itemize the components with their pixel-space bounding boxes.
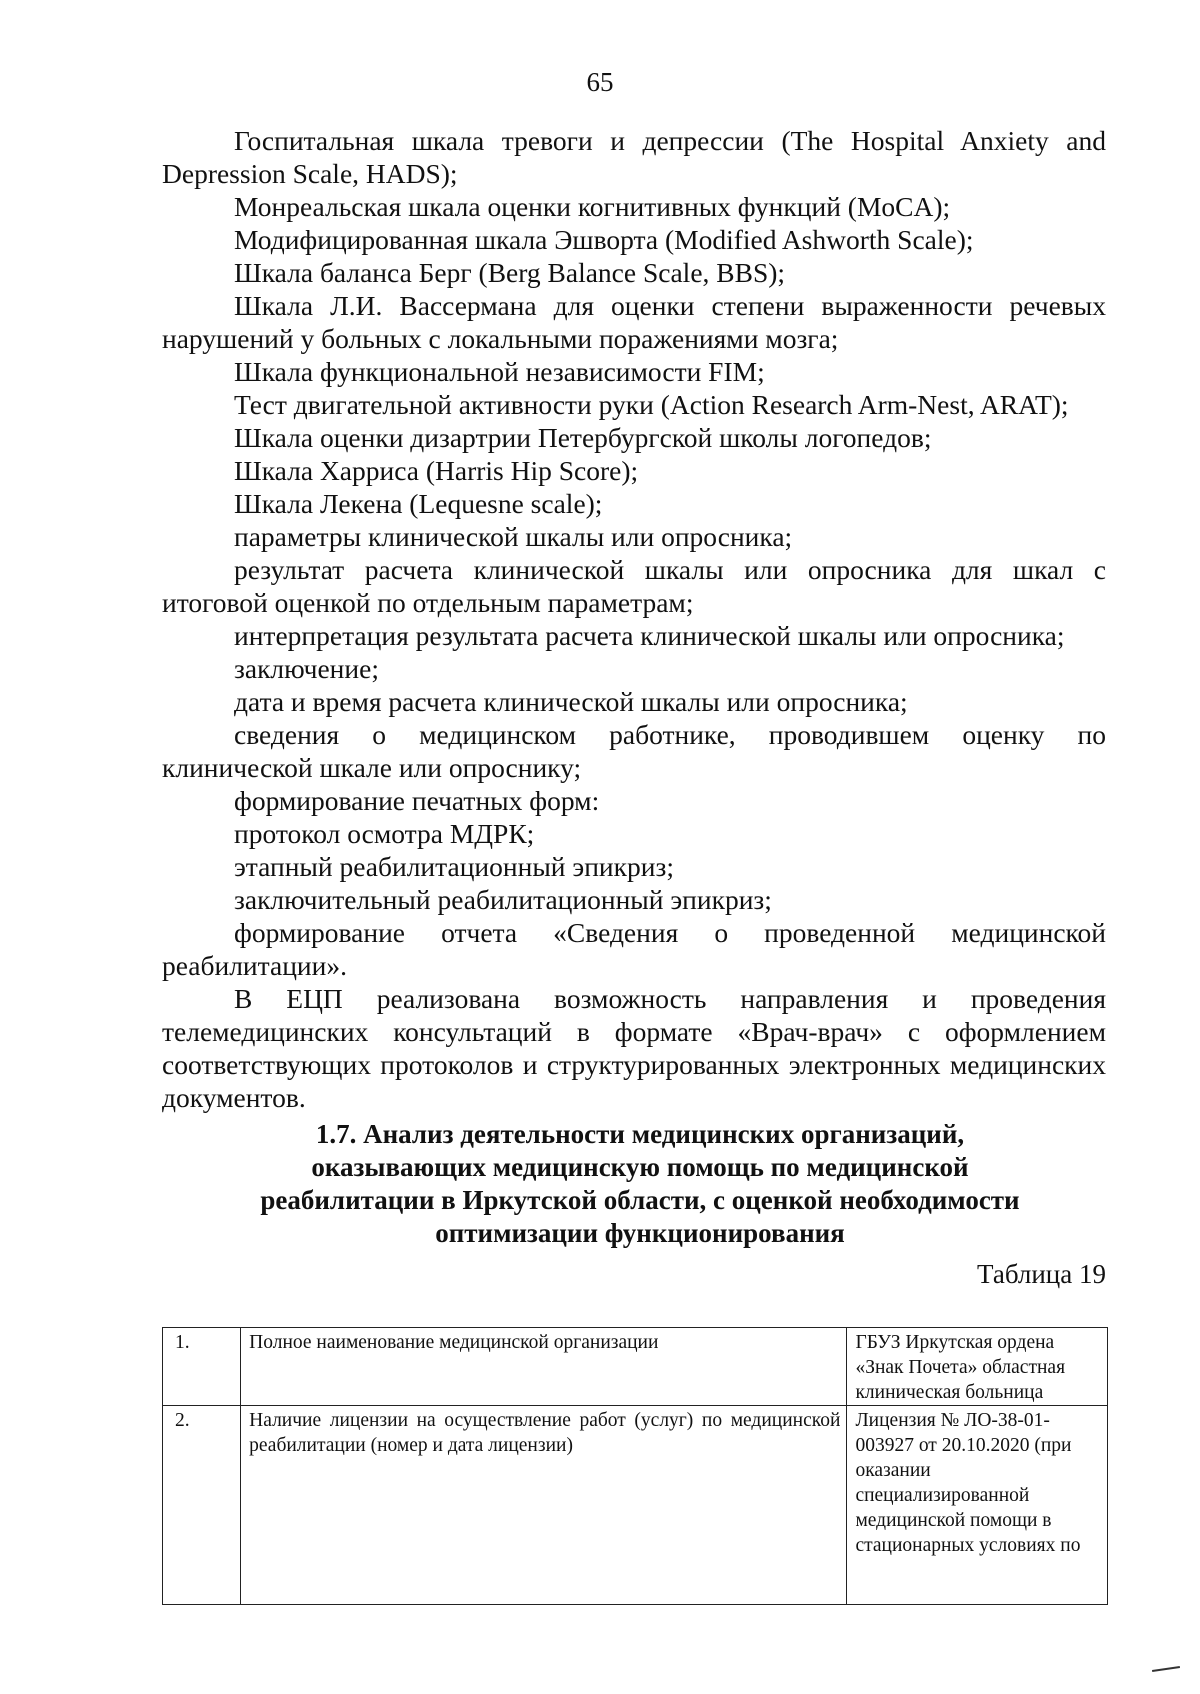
paragraph: заключение; (234, 653, 379, 684)
body-text (162, 124, 1106, 1114)
scan-edge-mark (1152, 1666, 1180, 1672)
paragraph: параметры клинической шкалы или опросника; (234, 521, 793, 552)
paragraph: Шкала Л.И. Вассермана для оценки степени выраженности речевых нарушений у больных с локальными поражениями мозга; (162, 290, 1106, 354)
paragraph: формирование печатных форм: (234, 785, 600, 816)
section-heading-line: реабилитации в Иркутской области, с оценкой необходимости (260, 1185, 1020, 1215)
paragraph: Тест двигательной активности руки (Action Research Arm-Nest, ARAT); (234, 389, 1069, 420)
paragraph: сведения о медицинском работнике, проводившем оценку по клинической шкале или опроснику; (162, 719, 1106, 783)
row-parameter: Наличие лицензии на осуществление работ (услуг) по медицинской реабилитации (номер и дата лицензии) (241, 1406, 847, 1605)
paragraph: формирование отчета «Сведения о проведенной медицинской реабилитации». (162, 917, 1106, 981)
paragraph: Модифицированная шкала Эшворта (Modified Ashworth Scale); (234, 224, 974, 255)
paragraph: Шкала оценки дизартрии Петербургской школы логопедов; (234, 422, 932, 453)
paragraph: дата и время расчета клинической шкалы или опросника; (234, 686, 908, 717)
paragraph: Шкала Лекена (Lequesne scale); (234, 488, 603, 519)
paragraph: интерпретация результата расчета клинической шкалы или опросника; (234, 620, 1065, 651)
table-row (163, 1328, 1108, 1406)
paragraph: Шкала баланса Берг (Berg Balance Scale, BBS); (234, 257, 786, 288)
section-heading-line: оказывающих медицинскую помощь по медицинской (311, 1152, 969, 1182)
paragraph: Шкала функциональной независимости FIM; (234, 356, 765, 387)
row-value: ГБУЗ Иркутская ордена «Знак Почета» областная клиническая больница (847, 1328, 1108, 1406)
row-parameter: Полное наименование медицинской организации (241, 1328, 847, 1406)
paragraph: результат расчета клинической шкалы или опросника для шкал с итоговой оценкой по отдельным параметрам; (162, 554, 1106, 618)
page-number: 65 (586, 67, 614, 97)
row-value: Лицензия № ЛО-38-01-003927 от 20.10.2020 (при оказании специализированной медицинской помощи в стационарных условиях по (847, 1406, 1108, 1605)
table-row (163, 1406, 1108, 1605)
paragraph: Монреальская шкала оценки когнитивных функций (MoCA); (234, 191, 951, 222)
paragraph: протокол осмотра МДРК; (234, 818, 535, 849)
paragraph: этапный реабилитационный эпикриз; (234, 851, 674, 882)
table-caption: Таблица 19 (977, 1259, 1106, 1289)
organization-table (162, 1327, 1108, 1605)
row-number: 1. (163, 1328, 241, 1406)
paragraph: заключительный реабилитационный эпикриз; (234, 884, 772, 915)
row-number: 2. (163, 1406, 241, 1605)
section-heading-line: 1.7. Анализ деятельности медицинских организаций, (315, 1119, 965, 1149)
paragraph: Шкала Харриса (Harris Hip Score); (234, 455, 639, 486)
paragraph: Госпитальная шкала тревоги и депрессии (The Hospital Anxiety and Depression Scale, HADS); (162, 125, 1106, 189)
paragraph: В ЕЦП реализована возможность направления и проведения телемедицинских консультаций в формате «Врач-врач» с оформлением соответствующих протоколов и структурированных электронных медицинских документов. (162, 983, 1106, 1113)
section-heading-line: оптимизации функционирования (435, 1218, 845, 1248)
section-heading (260, 1118, 1020, 1250)
